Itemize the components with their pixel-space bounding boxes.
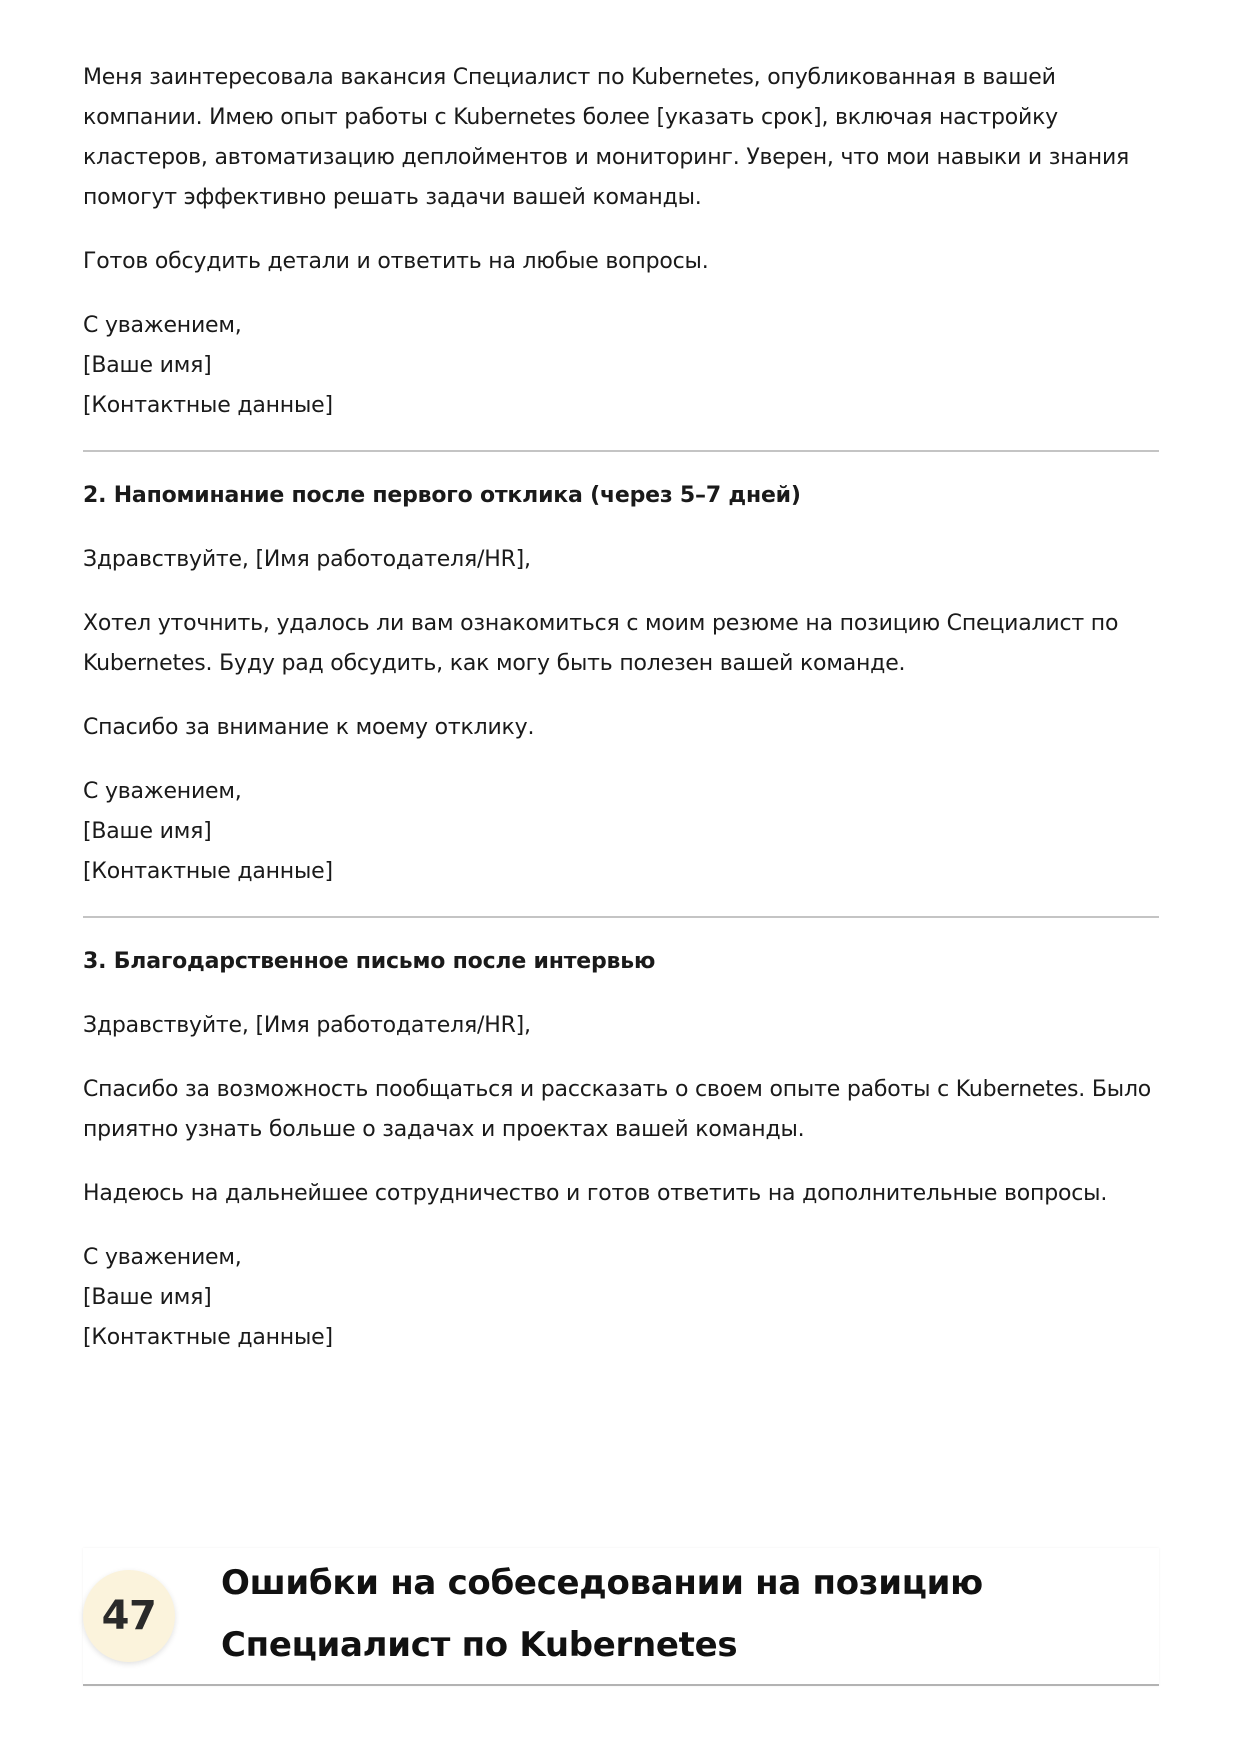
- letter3-body: Спасибо за возможность пообщаться и рассказать о своем опыте работы с Kubernetes. Было приятно узнать больше о задачах и проектах вашей команды.: [83, 1077, 1152, 1142]
- letter3-signoff: С уважением,: [83, 1245, 242, 1270]
- letter2-signoff: С уважением,: [83, 779, 242, 804]
- letter1-closing-line: Готов обсудить детали и ответить на любые вопросы.: [83, 249, 709, 274]
- letter2-closing-line: Спасибо за внимание к моему отклику.: [83, 715, 535, 740]
- letter1-signoff: С уважением,: [83, 313, 242, 338]
- letter1-contacts: [Контактные данные]: [83, 393, 333, 418]
- document-body: [83, 58, 1159, 1358]
- letter2-contacts: [Контактные данные]: [83, 859, 333, 884]
- letter3-closing-line: Надеюсь на дальнейшее сотрудничество и готов ответить на дополнительные вопросы.: [83, 1181, 1108, 1206]
- letter2-heading: 2. Напоминание после первого отклика (через 5–7 дней): [83, 483, 801, 508]
- letter1-name: [Ваше имя]: [83, 353, 212, 378]
- letter3-heading: 3. Благодарственное письмо после интервью: [83, 949, 656, 974]
- letter3-name: [Ваше имя]: [83, 1285, 212, 1310]
- letter2-greeting: Здравствуйте, [Имя работодателя/HR],: [83, 547, 531, 572]
- chapter-title: Ошибки на собеседовании на позицию Специалист по Kubernetes: [221, 1563, 983, 1665]
- letter2-body: Хотел уточнить, удалось ли вам ознакомиться с моим резюме на позицию Специалист по Kubernetes. Буду рад обсудить, как могу быть полезен вашей команде.: [83, 611, 1119, 676]
- letter3-contacts: [Контактные данные]: [83, 1325, 333, 1350]
- letter2-name: [Ваше имя]: [83, 819, 212, 844]
- chapter-header: [83, 1548, 1159, 1686]
- letter1-body: Меня заинтересовала вакансия Специалист по Kubernetes, опубликованная в вашей компании. Имею опыт работы с Kubernetes более [указать срок], включая настройку кластеров, автоматизацию деплойментов и мониторинг. Уверен, что мои навыки и знания помогут эффективно решать задачи вашей команды.: [83, 65, 1130, 210]
- chapter-number-badge: 47: [83, 1570, 175, 1662]
- letter3-greeting: Здравствуйте, [Имя работодателя/HR],: [83, 1013, 531, 1038]
